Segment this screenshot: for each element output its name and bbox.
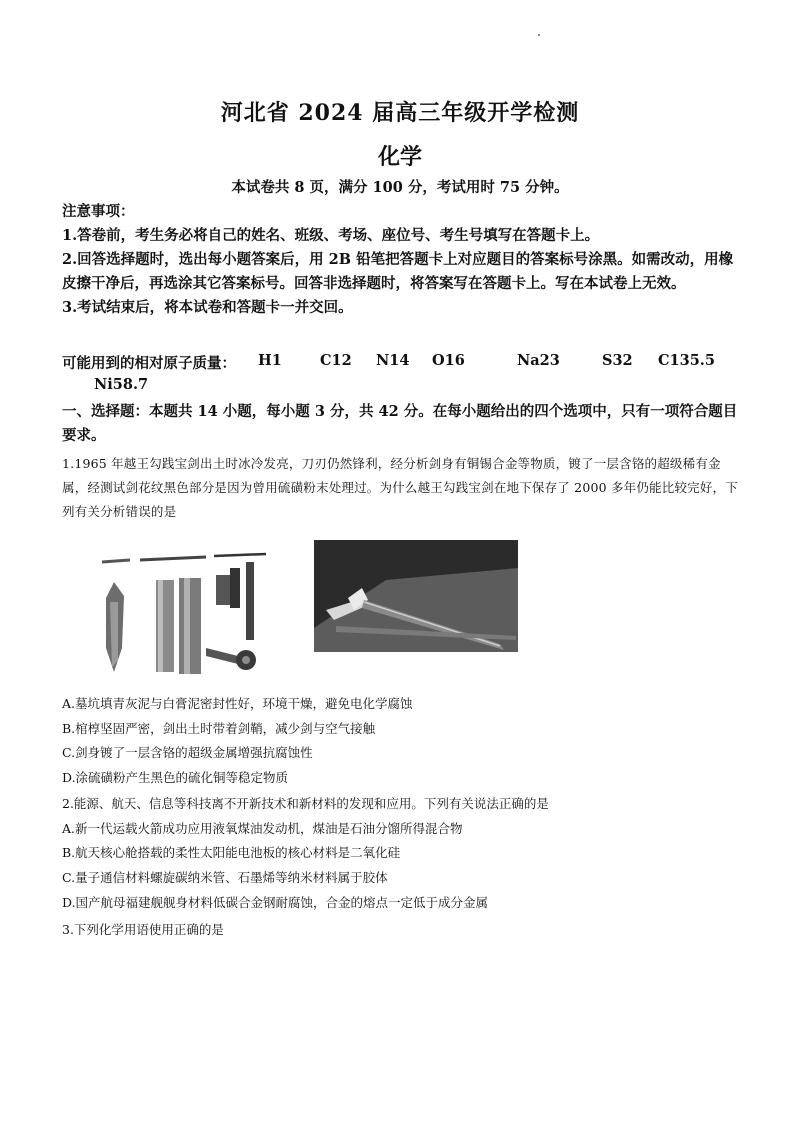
section-heading: 一、选择题：本题共 14 小题，每小题 3 分，共 42 分。在每小题给出的四个选项中，只有一项符合题目要求。 — [62, 403, 738, 444]
mass-value: S32 — [602, 352, 633, 369]
mass-value: C135.5 — [658, 352, 715, 369]
sword-photos — [96, 540, 536, 680]
atomic-masses — [62, 352, 752, 400]
sword-closeup-photo — [314, 540, 518, 652]
exam-info: 本试卷共 8 页，满分 100 分，考试用时 75 分钟。 — [231, 179, 569, 196]
option-c: C.剑身镀了一层含铬的超级金属增强抗腐蚀性 — [62, 745, 313, 761]
note-item: 3.考试结束后，将本试卷和答题卡一并交回。 — [62, 299, 353, 316]
option-a: A.新一代运载火箭成功应用液氧煤油发动机，煤油是石油分馏所得混合物 — [62, 820, 463, 836]
option-b: B.棺椁坚固严密，剑出土时带着剑鞘，减少剑与空气接触 — [62, 720, 376, 736]
option-d: D.涂硫磺粉产生黑色的硫化铜等稳定物质 — [62, 770, 289, 786]
option-a: A.墓坑填青灰泥与白膏泥密封性好，环境干燥，避免电化学腐蚀 — [62, 696, 413, 711]
mass-value: O16 — [432, 352, 465, 369]
page-title: 河北省 2024 届高三年级开学检测 — [220, 100, 580, 126]
note-item: 2.回答选择题时，选出每小题答案后，用 2B 铅笔把答题卡上对应题目的答案标号涂黑。如需改动，用橡皮擦干净后，再选涂其它答案标号。回答非选择题时，将答案写在答题卡上。写在本试卷上无效。 — [62, 251, 734, 292]
option-c: C.量子通信材料螺旋碳纳米管、石墨烯等纳米材料属于胶体 — [62, 870, 388, 886]
question-2-stem: 2.能源、航天、信息等科技离不开新技术和新材料的发现和应用。下列有关说法正确的是 — [62, 796, 549, 811]
subject-title: 化学 — [377, 144, 422, 170]
question-3-stem: 3.下列化学用语使用正确的是 — [62, 922, 224, 937]
mass-value: N14 — [376, 352, 410, 369]
mass-value: H1 — [258, 352, 282, 369]
question-2 — [62, 792, 742, 916]
note-item: 1.答卷前，考生务必将自己的姓名、班级、考场、座位号、考生号填写在答题卡上。 — [62, 227, 600, 244]
mass-value: Na23 — [517, 352, 560, 369]
mass-value: Ni58.7 — [94, 376, 149, 393]
question-1-options — [62, 692, 742, 791]
scan-speck — [538, 34, 540, 36]
masses-label: 可能用到的相对原子质量： — [62, 355, 236, 372]
notes-block — [62, 200, 742, 320]
sword-artifacts-photo — [96, 540, 276, 680]
option-b: B.航天核心舱搭载的柔性太阳能电池板的核心材料是二氧化硅 — [62, 845, 401, 861]
option-d: D.国产航母福建舰舰身材料低碳合金钢耐腐蚀，合金的熔点一定低于成分金属 — [62, 894, 489, 910]
question-1-stem: 1.1965 年越王勾践宝剑出土时冰冷发亮，刀刃仍然锋利，经分析剑身有铜锡合金等物质，镀了一层含铬的超级稀有金属，经测试剑花纹黑色部分是因为曾用硫磺粉末处理过。为什么越王勾践宝剑在地下保存了 2000 多年仍能比较完好，下列有关分析错误的是 — [62, 456, 738, 519]
mass-value: C12 — [320, 352, 352, 369]
notes-heading: 注意事项： — [62, 203, 135, 220]
